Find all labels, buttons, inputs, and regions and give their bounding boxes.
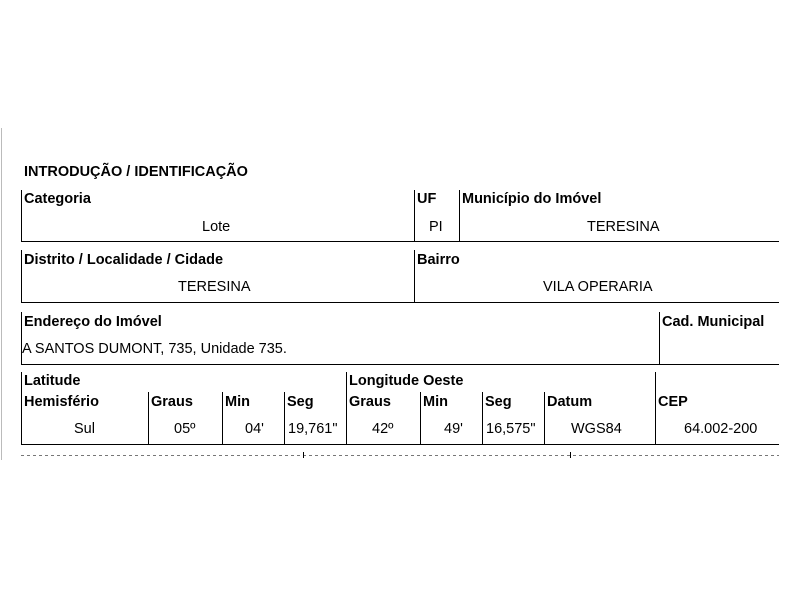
row2-bottom-border	[21, 302, 779, 303]
row4-bottom-border	[21, 444, 779, 445]
bairro-label: Bairro	[417, 252, 460, 268]
distrito-label: Distrito / Localidade / Cidade	[24, 252, 224, 268]
row4-divider-longitude	[346, 372, 347, 445]
categoria-label: Categoria	[24, 191, 91, 207]
datum-value: WGS84	[571, 421, 622, 437]
categoria-value: Lote	[202, 219, 231, 235]
datum-label: Datum	[547, 394, 593, 410]
row4-divider-lat-min	[222, 392, 223, 445]
hemisferio-value: Sul	[74, 421, 95, 437]
cep-label: CEP	[658, 394, 688, 410]
lon-graus-value: 42º	[372, 421, 394, 437]
section-title: INTRODUÇÃO / IDENTIFICAÇÃO	[24, 164, 248, 180]
row1-divider-uf	[414, 190, 415, 242]
municipio-value: TERESINA	[587, 219, 660, 235]
row4-divider-datum	[544, 392, 545, 445]
lat-graus-value: 05º	[174, 421, 196, 437]
endereco-value: A SANTOS DUMONT, 735, Unidade 735.	[22, 341, 287, 357]
cut-row-tick-2	[570, 452, 571, 458]
cut-row-tick-1	[303, 452, 304, 458]
row3-left-border	[21, 312, 22, 365]
row2-left-border	[21, 250, 22, 303]
lat-min-value: 04'	[245, 421, 264, 437]
uf-label: UF	[417, 191, 437, 207]
lat-seg-label: Seg	[287, 394, 314, 410]
row4-left-border	[21, 372, 22, 445]
lon-seg-value: 16,575"	[486, 421, 536, 437]
lon-min-label: Min	[423, 394, 448, 410]
row1-left-border	[21, 190, 22, 242]
cut-row-border	[21, 455, 779, 456]
row3-divider-cad	[659, 312, 660, 365]
endereco-label: Endereço do Imóvel	[24, 314, 162, 330]
cep-value: 64.002-200	[684, 421, 758, 437]
uf-value: PI	[429, 219, 443, 235]
lat-seg-value: 19,761"	[288, 421, 338, 437]
row4-divider-lat-graus	[148, 392, 149, 445]
distrito-value: TERESINA	[178, 279, 251, 295]
row1-bottom-border	[21, 241, 779, 242]
bairro-value: VILA OPERARIA	[543, 279, 653, 295]
row4-divider-lat-seg	[284, 392, 285, 445]
lon-graus-label: Graus	[349, 394, 391, 410]
lon-min-value: 49'	[444, 421, 463, 437]
municipio-label: Município do Imóvel	[462, 191, 602, 207]
row4-divider-cep	[655, 372, 656, 445]
longitude-label: Longitude Oeste	[349, 373, 464, 389]
cad-municipal-label: Cad. Municipal	[662, 314, 765, 330]
row2-divider-bairro	[414, 250, 415, 303]
hemisferio-label: Hemisfério	[24, 394, 99, 410]
page-left-border	[1, 128, 2, 460]
lat-graus-label: Graus	[151, 394, 193, 410]
row4-divider-lon-min	[420, 392, 421, 445]
row4-divider-lon-seg	[482, 392, 483, 445]
row3-bottom-border	[21, 364, 779, 365]
lon-seg-label: Seg	[485, 394, 512, 410]
row1-divider-municipio	[459, 190, 460, 242]
lat-min-label: Min	[225, 394, 250, 410]
latitude-label: Latitude	[24, 373, 81, 389]
